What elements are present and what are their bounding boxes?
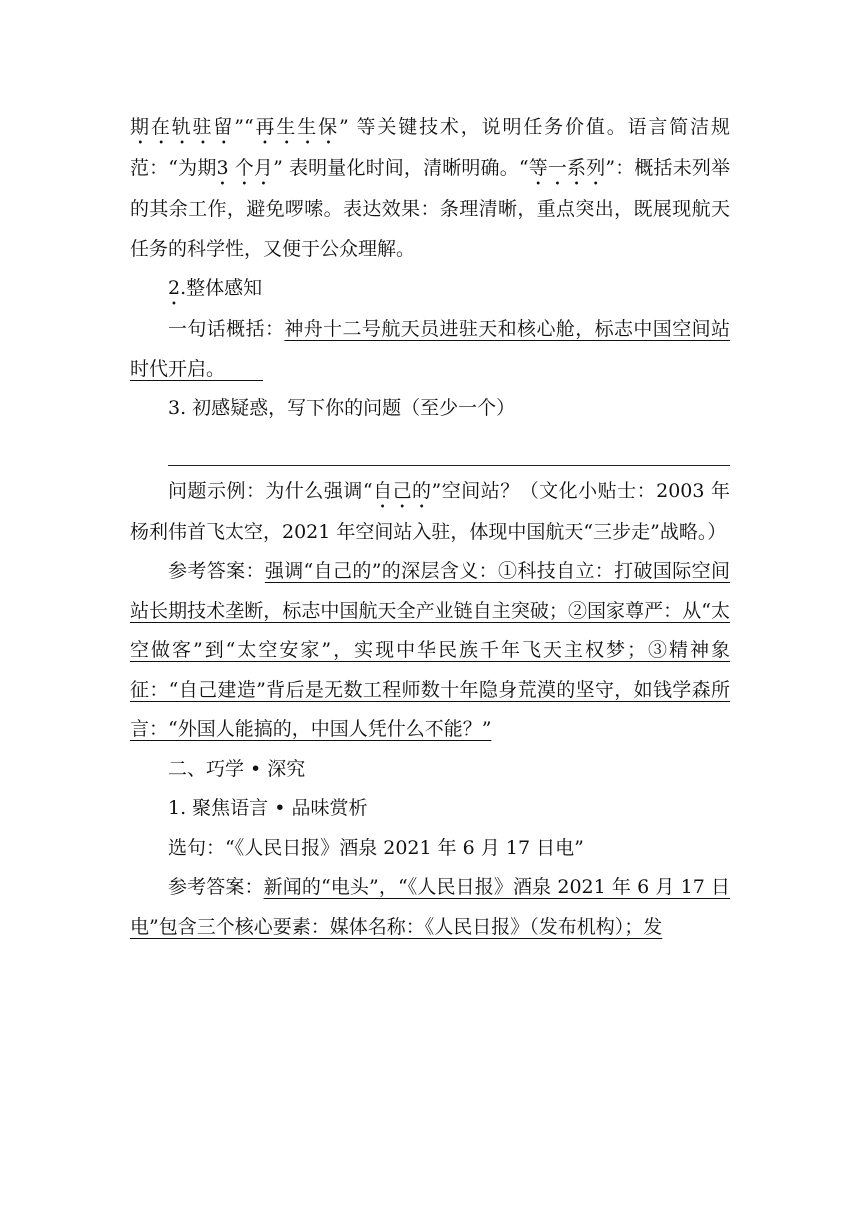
reference-answer-text: 强调“自己的”的深层含义：①科技自立：打破国际空间站长期技术垄断，标志中国航天全产业链自主突破；②国家尊严：从“太空做客”到“太空安家”，实现中华民族千年飞天主权梦；③精神象征：“自己建造”背后是无数工程师数十年隐身荒漠的坚守，如钱学森所言：“外国人能搞的，中国人凭什么不能？” bbox=[130, 560, 730, 740]
summary-paragraph bbox=[130, 310, 730, 389]
section-heading-questions: 3. 初感疑惑，写下你的问题（至少一个） bbox=[168, 397, 516, 419]
text: ” 表明量化时间，清晰明确。“ bbox=[273, 157, 529, 179]
question-example bbox=[130, 472, 730, 553]
summary-label: 一句话概括： bbox=[168, 318, 285, 340]
reference-answer-2 bbox=[130, 868, 730, 947]
paragraph-analysis bbox=[130, 108, 730, 269]
heading-text: 整体感知 bbox=[186, 277, 263, 299]
reference-label: 参考答案： bbox=[168, 560, 265, 582]
reference-label: 参考答案： bbox=[168, 876, 264, 898]
section-heading-overall bbox=[130, 269, 730, 310]
text: ”“ bbox=[234, 116, 254, 138]
text: ” 等关键技术，说明任务价值。语言简洁规范：“为期 bbox=[130, 116, 730, 179]
document-page bbox=[130, 108, 730, 947]
text: 问题示例：为什么强调“ bbox=[168, 479, 373, 502]
emphasis-text: 等一系列 bbox=[528, 157, 606, 179]
emphasis-text: 自己的 bbox=[372, 479, 432, 502]
reference-answer-1 bbox=[130, 552, 730, 750]
text: ”空间站？（文化小贴士：2003 年杨利伟首飞太空，2021 年空间站入驻，体现中国航天“三步走”战略。） bbox=[130, 479, 730, 543]
emphasis-text: 3 个月 bbox=[216, 157, 274, 179]
emphasis-text: 期在轨驻留 bbox=[130, 116, 235, 138]
emphasis-text: 再生生保 bbox=[253, 116, 339, 138]
text: ”：概括未列举的其余工作，避免啰嗦。表达效果：条理清晰，重点突出，既展现航天任务的科学性，又便于公众理解。 bbox=[130, 157, 730, 260]
underline-pad bbox=[225, 358, 263, 380]
heading-number: 2. bbox=[168, 277, 187, 299]
summary-answer: 神舟十二号航天员进驻天和核心舱，标志中国空间站时代开启。 bbox=[130, 318, 730, 380]
selected-sentence: 选句：“《人民日报》酒泉 2021 年 6 月 17 日电” bbox=[168, 836, 584, 859]
subsection-heading: 1. 聚焦语言 • 品味赏析 bbox=[168, 797, 368, 819]
part-heading: 二、巧学 • 深究 bbox=[168, 757, 306, 780]
reference-answer-text: 新闻的“电头”，“《人民日报》酒泉 2021 年 6 月 17 日电”包含三个核心要素：媒体名称：《人民日报》（发布机构）；发 bbox=[130, 876, 730, 938]
answer-blank-line[interactable] bbox=[168, 449, 730, 466]
